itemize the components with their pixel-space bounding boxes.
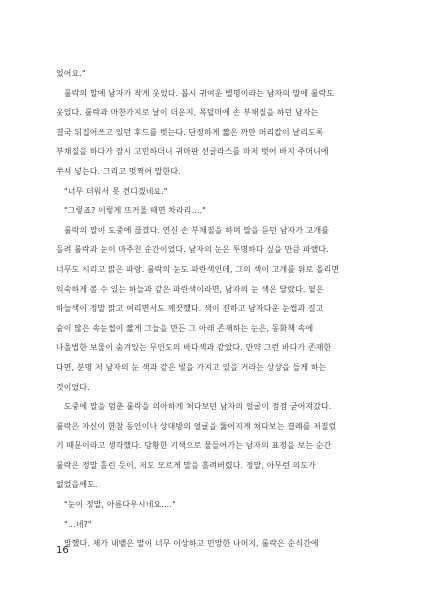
text-line: 돌려 룰락과 눈이 마주친 순간이었다. 남자의 눈은 투명하다 싶을 만큼 파랬다. <box>56 245 329 255</box>
text-line: 쑤셔 넣는다. 그리고 멋쩍어 말한다. <box>56 166 181 176</box>
text-line: 웃었다. 룰락과 마찬가지로 날이 더운지, 목덜미에 손 부채질을 하던 남자는 <box>56 108 319 118</box>
text-line: 결국 뒤집어쓰고 있던 후드를 벗는다. 단정하게 짧은 까만 머리칼이 날리도록 <box>56 127 324 137</box>
text-line: 도중에 말을 멈춘 룰락을 의아하게 쳐다보던 남자의 얼굴이 점점 굳어져갔다. <box>64 402 332 412</box>
text-line: 하늘색이 정말 맑고 여리면서도 깨끗했다. 색이 진하고 남자다운 눈썹과 길고 <box>56 304 324 314</box>
text-line: 다면, 분명 저 남자의 눈 색과 같은 빛을 가지고 있을 거라는 상상을 들게 하는 <box>56 362 327 372</box>
dialogue-line: "…네?" <box>64 519 92 529</box>
body-text <box>56 64 376 554</box>
text-line: 익숙하게 볼 수 있는 하늘과 같은 파란색이라면, 남자의 눈 색은 달랐다. 옅은 <box>56 284 324 294</box>
text-line: 룰락의 말에 남자가 작게 웃었다. 몹시 귀여운 별명이라는 남자의 말에 룰락도 <box>64 88 335 98</box>
text-line: 기 때문이라고 생각했다. 당황한 기색으로 물들어가는 남자의 표정을 보는 순간 <box>56 441 332 451</box>
text-line: 룰락은 자신이 한참 동안이나 상대방의 얼굴을 뚫어지게 쳐다보는 결례를 저질렀 <box>56 421 337 431</box>
text-line: 없었을에도. <box>56 480 98 490</box>
text-line: 룰락은 정말 홀린 듯이, 저도 모르게 말을 흘려버렸다. 정말, 아무런 의도가 <box>56 460 316 470</box>
text-line: 숱이 많은 속눈썹이 짧게 그늘을 만든 그 아래 존재하는 눈은, 동화책 속에 <box>56 323 314 333</box>
dialogue-line: "눈이 정말, 아름다우시네요…." <box>64 500 176 510</box>
page-number: 16 <box>56 545 69 556</box>
text-line: 너무도 시리고 맑은 파랑. 룰락의 눈도 파란색인데, 그의 색이 고개를 위로 올리면 <box>56 264 340 274</box>
text-line: 부채질을 하다가 잠시 고민하더니 귀마판 선글라스를 마저 벗어 바지 주머니에 <box>56 147 329 157</box>
text-line: 었어요." <box>56 69 86 78</box>
text-line: 망했다. 제가 내뱉은 말이 너무 이상하고 민망한 나머지, 룰락은 순식간에 <box>64 539 319 549</box>
text-line: 것이었다. <box>56 382 90 392</box>
dialogue-line: "그렇죠? 이렇게 뜨거울 때면 차라리…." <box>64 206 207 216</box>
text-line: 룰락의 말이 도중에 끊겼다. 연신 손 부채질을 하며 말을 듣던 남자가 고개를 <box>64 225 330 235</box>
dialogue-line: "너무 더워서 못 견디겠네요." <box>64 186 168 196</box>
text-line: 나올법한 보물이 숨겨있는 무인도의 바다색과 같았다. 만약 그런 바다가 존재한 <box>56 343 332 353</box>
